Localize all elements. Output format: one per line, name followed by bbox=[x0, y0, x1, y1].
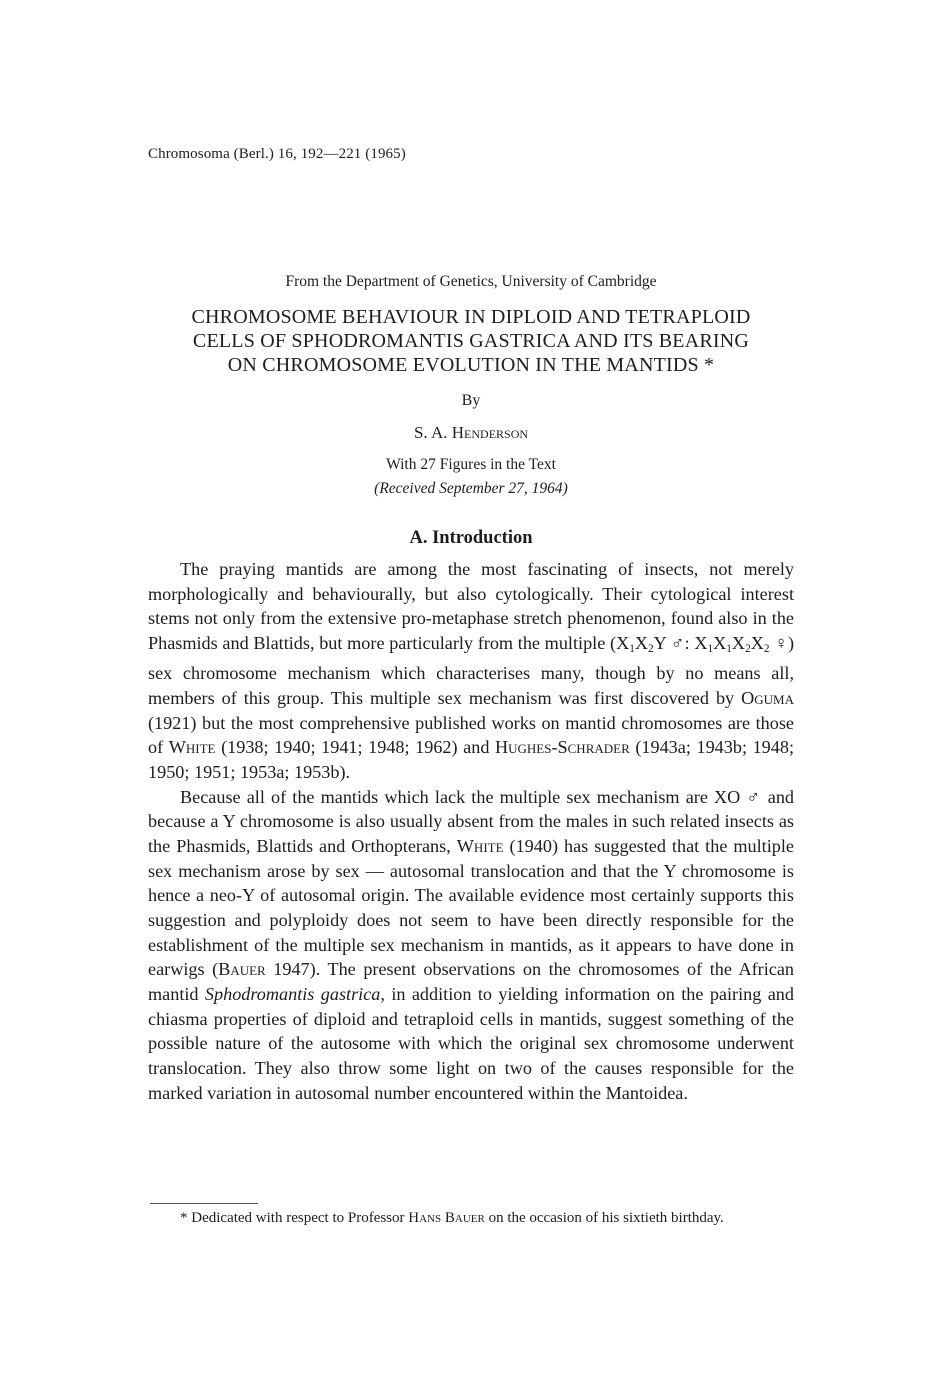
figures-note: With 27 Figures in the Text bbox=[386, 456, 556, 473]
author-ref-white: White bbox=[168, 737, 216, 758]
by-line: By bbox=[461, 392, 481, 409]
author-ref-white: White bbox=[456, 836, 504, 857]
author-ref-hughes-schrader: Hughes-Schrader bbox=[495, 737, 630, 758]
footnote-name: Hans Bauer bbox=[408, 1210, 485, 1226]
author-ref-bauer: Bauer bbox=[218, 959, 266, 980]
species-name: Sphodromantis gastrica, bbox=[204, 983, 385, 1004]
title-line-2: CELLS OF SPHODROMANTIS GASTRICA AND ITS BEARING bbox=[192, 330, 750, 352]
male-symbol: ♂ bbox=[746, 786, 762, 807]
affiliation: From the Department of Genetics, University of Cambridge bbox=[285, 273, 657, 290]
footnote-divider bbox=[150, 1203, 258, 1204]
section-heading: A. Introduction bbox=[409, 528, 533, 548]
paragraph-2: Because all of the mantids which lack the multiple sex mechanism are XO ♂ and because a Y chromosome is also usually absent from the males in such related insects as the Phasmids, Blattids and Orthopterans, White (1940) has suggested that the multiple sex mechanism arose by sex — autosomal translocation and that the Y chromosome is hence a neo-Y of autosomal origin. The available evidence most certainly supports this suggestion and polyploidy does not seem to have been directly responsible for the establishment of the multiple sex mechanism in mantids, as it appears to have done in earwigs (Bauer 1947). The present observations on the chromosomes of the African mantid Sphodromantis gastrica, in addition to yielding information on the pairing and chiasma properties of diploid and tetraploid cells in mantids, suggest something of the possible nature of the autosome with which the original sex chromosome underwent translocation. They also throw some light on two of the causes responsible for the marked variation in autosomal number encountered within the Mantoidea. bbox=[148, 786, 795, 1103]
title-line-1: CHROMOSOME BEHAVIOUR IN DIPLOID AND TETRAPLOID bbox=[191, 306, 751, 328]
journal-reference: Chromosoma (Berl.) 16, 192—221 (1965) bbox=[148, 146, 406, 162]
paper-title bbox=[148, 305, 794, 377]
footnote: * Dedicated with respect to Professor Hans Bauer on the occasion of his sixtieth birthday. bbox=[180, 1210, 724, 1226]
title-line-3: ON CHROMOSOME EVOLUTION IN THE MANTIDS * bbox=[227, 354, 715, 376]
author-surname: Henderson bbox=[451, 423, 529, 442]
male-symbol: ♂ bbox=[670, 632, 685, 653]
body-text bbox=[148, 557, 794, 1105]
female-symbol: ♀ bbox=[774, 632, 788, 653]
author-initials: S. A. bbox=[413, 423, 448, 442]
received-date: (Received September 27, 1964) bbox=[374, 480, 568, 497]
author-name bbox=[148, 423, 794, 443]
paragraph-1: The praying mantids are among the most fascinating of insects, not merely morphologically and behaviourally, but also cytologically. Their cytological interest stems not only from the extensive pro-metaphase stretch phenomenon, found also in the Phasmids and Blattids, but more particularly from the multiple ($X_1X_2Y$ ♂: $X_1X_1X_2X_2$ ♀) sex chromosome mechanism which characterises many, though by no means all, members of this group. This multiple sex mechanism was first discovered by Oguma (1921) but the most comprehensive published works on mantid chromosomes are those of White (1938; 1940; 1941; 1948; 1962) and Hughes-Schrader (1943a; 1943b; 1948; 1950; 1951; 1953a; 1953b). bbox=[148, 559, 795, 783]
author-ref-oguma: Oguma bbox=[741, 688, 794, 709]
